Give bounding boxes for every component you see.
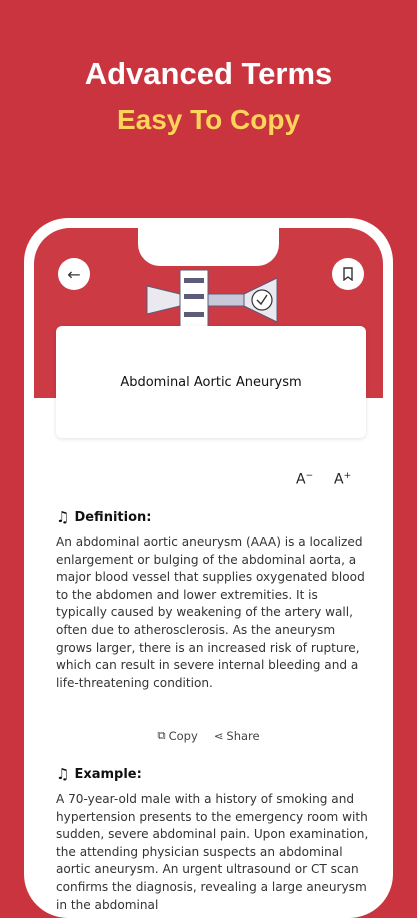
promo-subtitle: Easy To Copy bbox=[116, 104, 301, 135]
arrow-left-icon: ← bbox=[67, 264, 81, 284]
music-note-icon: ♫ bbox=[56, 765, 70, 783]
example-heading: ♫ Example: bbox=[56, 765, 142, 783]
definition-actions bbox=[34, 728, 383, 743]
promo-title: Advanced Terms bbox=[84, 56, 333, 91]
phone-notch bbox=[138, 228, 279, 266]
increase-font-button[interactable]: A+ bbox=[334, 471, 352, 488]
term-card bbox=[56, 326, 366, 438]
bookmark-button[interactable] bbox=[332, 258, 364, 290]
decrease-font-button[interactable]: A− bbox=[296, 471, 314, 488]
copy-icon: ⧉ bbox=[157, 728, 166, 742]
share-button[interactable]: ⋖ Share bbox=[213, 728, 260, 743]
definition-text: An abdominal aortic aneurysm (AAA) is a localized enlargement or bulging of the abdominal aorta, a major blood vessel that supplies oxygenated blood to the abdomen and lower extremities. It is typically caused by weakening of the artery wall, often due to atherosclerosis. As the aneurysm grows larger, there is an increased risk of rupture, which can result in severe internal bleeding and a life-threatening condition. bbox=[56, 535, 365, 690]
back-button[interactable] bbox=[58, 258, 90, 290]
copy-button[interactable]: ⧉ Copy bbox=[157, 728, 198, 743]
phone-frame bbox=[24, 218, 393, 918]
app-screen bbox=[34, 228, 383, 918]
example-text: A 70-year-old male with a history of smoking and hypertension presents to the emergency room with sudden, severe abdominal pain. Upon examination, the attending physician suspects an abdominal aortic aneurysm. An urgent ultrasound or CT scan confirms the diagnosis, revealing a large aneurysm in the abdominal bbox=[56, 792, 369, 912]
term-title: Abdominal Aortic Aneurysm bbox=[120, 374, 302, 390]
bookmark-icon bbox=[342, 267, 354, 281]
share-icon: ⋖ bbox=[213, 728, 224, 743]
music-note-icon: ♫ bbox=[56, 508, 70, 526]
definition-heading: ♫ Definition: bbox=[56, 508, 152, 526]
